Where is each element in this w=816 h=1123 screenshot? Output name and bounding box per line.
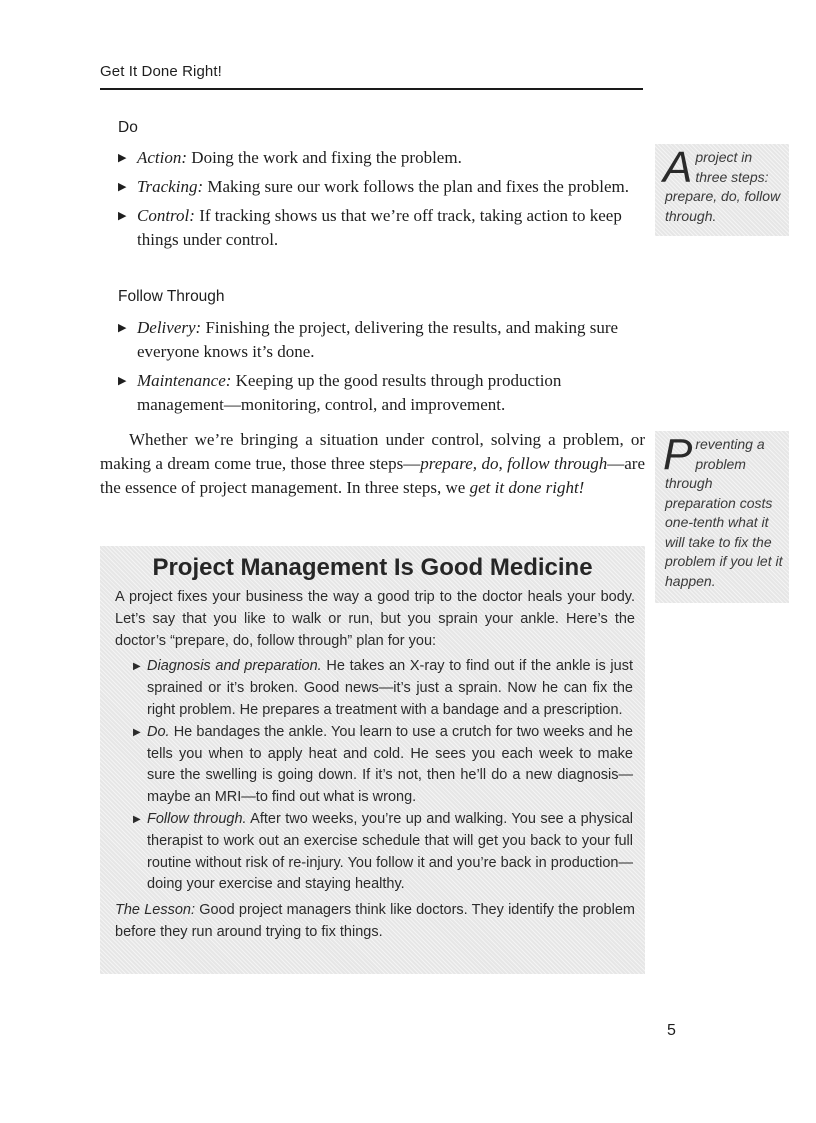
item-text: Doing the work and fixing the problem. <box>187 148 462 167</box>
sidebar-title: Project Management Is Good Medicine <box>152 554 593 581</box>
item-term: Follow through. <box>147 810 247 827</box>
bullet-icon: ▶ <box>118 181 127 193</box>
item-text: Finishing the project, delivering the results, and making sure everyone knows it’s done. <box>137 318 619 361</box>
paragraph-text: —are the essence of project management. In three steps, we <box>100 454 646 497</box>
item-text: He bandages the ankle. You learn to use a crutch for two weeks and he tells you when to apply heat and cold. He sees you each week to make sure the swelling is going down. If it’s not, then he’ll do a new diagnosis—maybe an MRI—to find out what is wrong. <box>147 723 633 806</box>
bullet-icon: ▶ <box>118 152 127 164</box>
list-item <box>118 175 648 199</box>
item-term: Delivery: <box>137 318 202 337</box>
do-list <box>118 146 648 257</box>
page-number: 5 <box>667 1022 676 1039</box>
item-term: Tracking: <box>137 177 204 196</box>
drop-cap: A <box>663 143 693 192</box>
list-item <box>118 204 648 252</box>
sidebar-lesson <box>115 900 635 944</box>
item-text: If tracking shows us that we’re off track, taking action to keep things under control. <box>137 206 622 249</box>
margin-note <box>655 431 789 603</box>
paragraph-emphasis: get it done right! <box>469 478 585 497</box>
bullet-icon: ▶ <box>133 726 141 738</box>
item-term: Diagnosis and preparation. <box>147 658 322 675</box>
bullet-icon: ▶ <box>118 210 127 222</box>
item-term: Maintenance: <box>137 371 232 390</box>
bullet-icon: ▶ <box>133 661 141 673</box>
follow-through-list <box>118 316 648 422</box>
bullet-icon: ▶ <box>118 322 127 334</box>
item-term: Do. <box>147 723 170 740</box>
item-text: Making sure our work follows the plan and fixes the problem. <box>203 177 629 196</box>
bullet-icon: ▶ <box>118 375 127 387</box>
drop-cap: P <box>663 430 693 479</box>
list-item <box>133 722 633 809</box>
item-text: After two weeks, you’re up and walking. You see a physical therapist to work out an exercise schedule that will get you back to your full routine without risk of re-injury. You follow it and you’re back in production—doing your exercise and staying healthy. <box>147 810 634 893</box>
sidebar-list <box>100 656 633 896</box>
follow-through-heading: Follow Through <box>118 288 225 305</box>
lesson-term: The Lesson: <box>115 902 195 919</box>
margin-note <box>655 144 789 236</box>
item-text: Keeping up the good results through production management—monitoring, control, and improvement. <box>137 371 562 414</box>
margin-note-text: project in three steps: prepare, do, follow through. <box>665 149 781 224</box>
margin-note-text: reventing a problem through preparation costs one-tenth what it will take to fix the problem if you let it happen. <box>665 436 783 589</box>
lesson-text: Good project managers think like doctors. They identify the problem before they run around trying to fix things. <box>115 902 635 940</box>
item-term: Control: <box>137 206 195 225</box>
item-text: He takes an X-ray to find out if the ankle is just sprained or it’s broken. Good news—it’s just a sprain. Now he can fix the right problem. He prepares a treatment with a bandage and a prescription. <box>147 658 633 718</box>
paragraph-text: Whether we’re bringing a situation under control, solving a problem, or making a dream come true, those three steps— <box>100 430 645 473</box>
item-term: Action: <box>137 148 188 167</box>
do-heading: Do <box>118 119 138 136</box>
list-item <box>118 316 648 364</box>
list-item <box>118 369 648 417</box>
sidebar-intro: A project fixes your business the way a good trip to the doctor heals your body. Let’s say that you like to walk or run, but you sprain your ankle. Here’s the doctor’s “prepare, do, follow through” plan for you: <box>115 589 635 649</box>
running-head: Get It Done Right! <box>100 63 222 80</box>
list-item <box>133 656 633 721</box>
list-item <box>118 146 648 170</box>
list-item <box>133 809 633 896</box>
sidebar-box <box>100 546 645 974</box>
body-paragraph <box>100 428 645 500</box>
paragraph-emphasis: prepare, do, follow through <box>420 454 608 473</box>
bullet-icon: ▶ <box>133 813 141 825</box>
header-rule <box>100 88 643 90</box>
